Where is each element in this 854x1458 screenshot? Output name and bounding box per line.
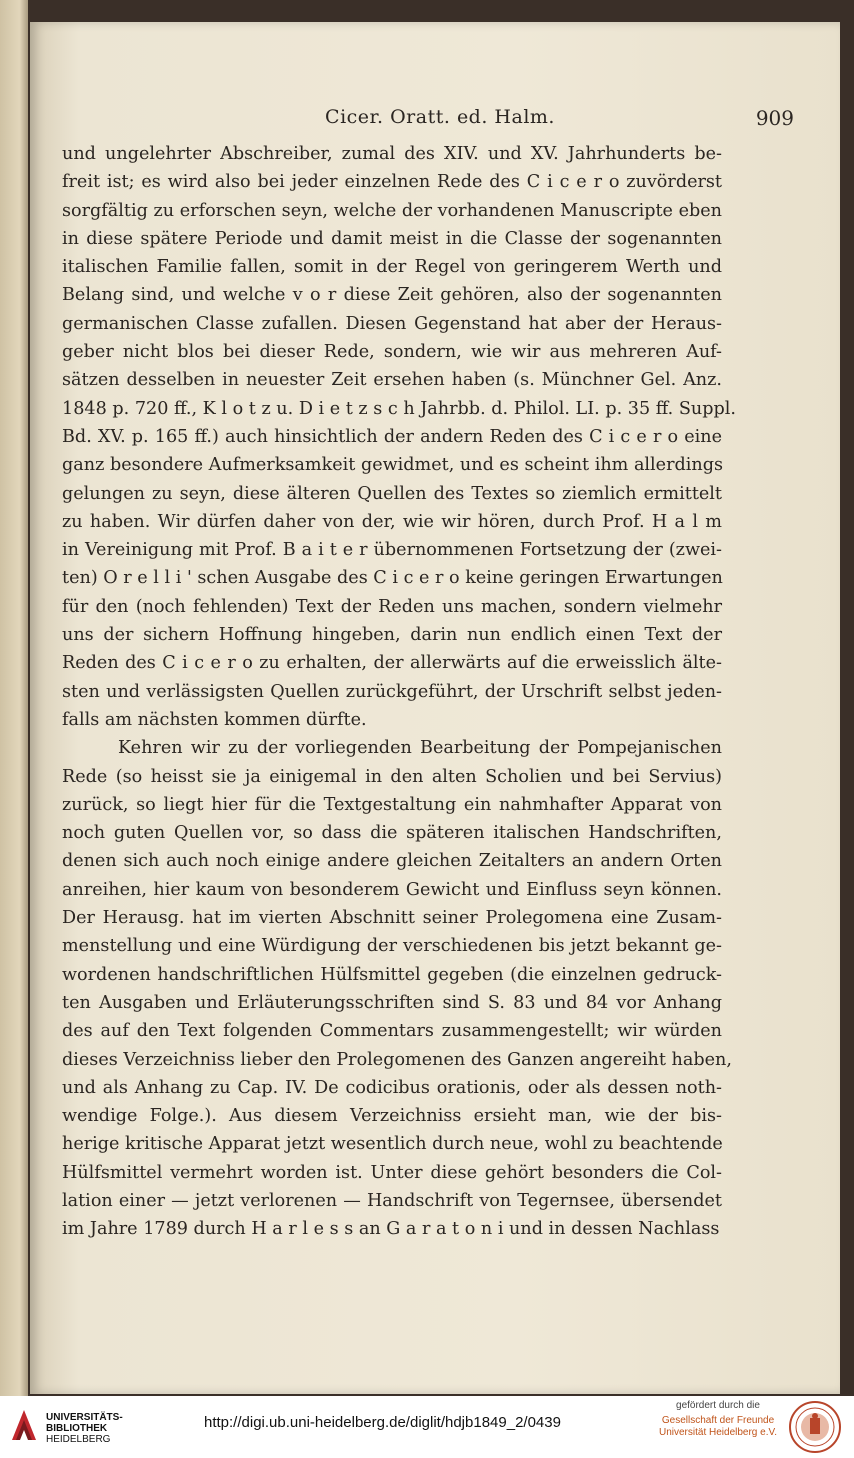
- text-line: in Vereinigung mit Prof. B a i t e r übernommenen Fortsetzung der (zwei-: [62, 540, 722, 561]
- text-line: sätzen desselben in neuester Zeit ersehen haben (s. Münchner Gel. Anz.: [62, 370, 722, 391]
- text-line: ganz besondere Aufmerksamkeit gewidmet, und es scheint ihm allerdings: [62, 455, 724, 476]
- text-line: zu haben. Wir dürfen daher von der, wie wir hören, durch Prof. H a l m: [62, 511, 722, 532]
- text-line: und ungelehrter Abschreiber, zumal des XIV. und XV. Jahrhunderts be-: [62, 144, 722, 164]
- text-line: Der Herausg. hat im vierten Abschnitt seiner Prolegomena eine Zusam-: [62, 908, 722, 929]
- permalink-url[interactable]: http://digi.ub.uni-heidelberg.de/diglit/hdjb1849_2/0439: [204, 1414, 561, 1431]
- page-header: [90, 106, 794, 136]
- university-library-name: [46, 1412, 123, 1445]
- text-line: wordenen handschriftlichen Hülfsmittel gegeben (die einzelnen gedruck-: [62, 964, 722, 985]
- text-line: lation einer — jetzt verlorenen — Handschrift von Tegernsee, übersendet: [62, 1190, 722, 1211]
- previous-page-edge: [0, 0, 28, 1396]
- university-seal-icon: [788, 1400, 842, 1454]
- text-line: uns der sichern Hoffnung hingeben, darin nun endlich einen Text der: [62, 625, 722, 646]
- text-line: ten Ausgaben und Erläuterungsschriften sind S. 83 und 84 vor Anhang: [62, 992, 722, 1013]
- text-line: für den (noch fehlenden) Text der Reden uns machen, sondern vielmehr: [62, 596, 722, 617]
- text-line: wendige Folge.). Aus diesem Verzeichniss ersieht man, wie der bis-: [62, 1106, 722, 1127]
- text-line: herige kritische Apparat jetzt wesentlich durch neue, wohl zu beachtende: [62, 1134, 723, 1155]
- text-line: italischen Familie fallen, somit in der Regel von geringerem Werth und: [62, 257, 722, 278]
- text-line: germanischen Classe zufallen. Diesen Gegenstand hat aber der Heraus-: [62, 313, 722, 334]
- body-text: [62, 140, 736, 1244]
- text-line: Bd. XV. p. 165 ff.) auch hinsichtlich der andern Reden des C i c e r o eine: [62, 426, 722, 447]
- text-line: geber nicht blos bei dieser Rede, sondern, wie wir aus mehreren Auf-: [62, 342, 722, 363]
- sponsor-block: [654, 1400, 782, 1439]
- text-line: Kehren wir zu der vorliegenden Bearbeitung der Pompejanischen: [118, 738, 722, 759]
- text-line: sten und verlässigsten Quellen zurückgeführt, der Urschrift selbst jeden-: [62, 681, 722, 702]
- text-line: denen sich auch noch einige andere gleichen Zeitalters an andern Orten: [62, 851, 722, 872]
- text-line: gelungen zu seyn, diese älteren Quellen des Textes so ziemlich ermittelt: [62, 483, 722, 504]
- footer-bar: [0, 1396, 854, 1458]
- text-line: freit ist; es wird also bei jeder einzelnen Rede des C i c e r o zuvörderst: [62, 172, 722, 193]
- sponsor-caption: gefördert durch die: [676, 1400, 760, 1411]
- text-line: Belang sind, und welche v o r diese Zeit gehören, also der sogenannten: [62, 285, 722, 306]
- library-name-line-3: HEIDELBERG: [46, 1434, 111, 1445]
- library-name-line-2: BIBLIOTHEK: [46, 1423, 108, 1434]
- text-line: und als Anhang zu Cap. IV. De codicibus orationis, oder als dessen noth-: [62, 1077, 722, 1098]
- text-line: dieses Verzeichniss lieber den Prolegomenen des Ganzen angereiht haben,: [62, 1049, 732, 1070]
- text-line: anreihen, hier kaum von besonderem Gewicht und Einfluss seyn können.: [62, 879, 722, 900]
- running-head: Cicer. Oratt. ed. Halm.: [325, 106, 555, 128]
- text-line: zurück, so liegt hier für die Textgestaltung ein nahmhafter Apparat von: [62, 794, 722, 815]
- text-line: falls am nächsten kommen dürfte.: [62, 709, 367, 730]
- text-line: ten) O r e l l i ' schen Ausgabe des C i c e r o keine geringen Erwartungen: [62, 568, 723, 589]
- text-line: Hülfsmittel vermehrt worden ist. Unter diese gehört besonders die Col-: [62, 1162, 722, 1183]
- text-line: sorgfältig zu erforschen seyn, welche der vorhandenen Manuscripte eben: [62, 200, 722, 221]
- text-line: Rede (so heisst sie ja einigemal in den alten Scholien und bei Servius): [62, 766, 722, 787]
- text-line: in diese spätere Periode und damit meist in die Classe der sogenannten: [62, 228, 722, 249]
- text-line: noch guten Quellen vor, so dass die späteren italischen Handschriften,: [62, 823, 722, 844]
- sponsor-org-line-1: Gesellschaft der Freunde: [661, 1415, 775, 1426]
- text-line: menstellung und eine Würdigung der verschiedenen bis jetzt bekannt ge-: [62, 936, 722, 957]
- university-library-logo-icon: [10, 1408, 38, 1442]
- text-line: im Jahre 1789 durch H a r l e s s an G a r a t o n i und in dessen Nachlass: [62, 1219, 720, 1240]
- text-line: des auf den Text folgenden Commentars zusammengestellt; wir würden: [62, 1021, 722, 1042]
- page-number: 909: [755, 106, 794, 130]
- sponsor-org-line-2: Universität Heidelberg e.V.: [658, 1427, 778, 1438]
- text-line: Reden des C i c e r o zu erhalten, der allerwärts auf die erweisslich älte-: [62, 653, 722, 674]
- text-line: 1848 p. 720 ff., K l o t z u. D i e t z s c h Jahrbb. d. Philol. LI. p. 35 ff. Suppl.: [62, 398, 736, 419]
- library-name-line-1: UNIVERSITÄTS-: [46, 1412, 123, 1423]
